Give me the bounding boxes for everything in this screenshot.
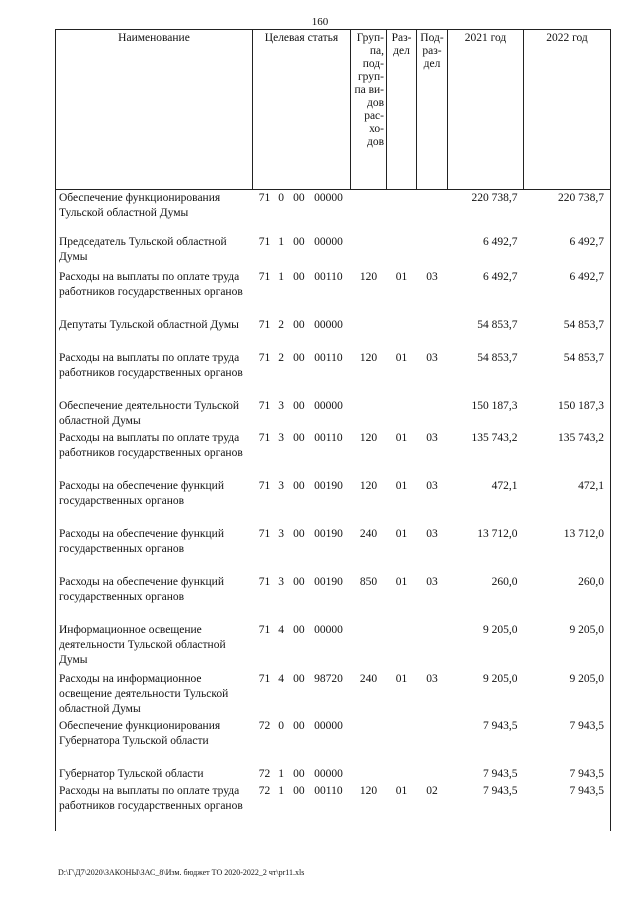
target-code-part: 3	[278, 527, 285, 540]
row-2022: 472,1	[578, 479, 604, 492]
row-2021: 150 187,3	[471, 399, 518, 412]
row-target-code	[253, 718, 351, 766]
target-code-part: 00000	[314, 318, 343, 331]
row-name: Обеспечение функционирования Тульской областной Думы	[59, 192, 221, 219]
target-code-part: 00	[293, 431, 305, 444]
target-code-part: 71	[258, 672, 271, 685]
row-group: 120	[359, 784, 378, 797]
row-target-code	[253, 190, 351, 234]
row-2022: 260,0	[578, 575, 604, 588]
target-code-part: 71	[258, 479, 271, 492]
row-name: Председатель Тульской областной Думы	[59, 235, 227, 263]
table-row	[56, 766, 611, 783]
table-header-row	[56, 30, 611, 190]
table-row	[56, 350, 611, 398]
target-code-part: 00000	[314, 235, 343, 248]
table-row	[56, 574, 611, 622]
row-section: 01	[395, 575, 408, 588]
budget-table	[55, 29, 611, 831]
row-name: Расходы на выплаты по оплате труда работников государственных органов	[59, 431, 243, 459]
row-name: Обеспечение деятельности Тульской областной Думы	[59, 399, 240, 427]
row-section: 01	[395, 270, 408, 283]
row-subsection: 03	[426, 527, 438, 540]
row-subsection: 03	[426, 431, 438, 444]
header-section: Раз- дел	[387, 30, 417, 190]
target-code-part: 71	[258, 431, 271, 444]
row-section	[387, 398, 417, 430]
row-target-code	[253, 671, 351, 718]
row-section	[387, 317, 417, 350]
target-code-part: 00000	[314, 719, 343, 732]
row-name: Расходы на обеспечение функций государственных органов	[59, 575, 224, 603]
table-row	[56, 671, 611, 718]
target-code-part: 00110	[314, 431, 343, 444]
row-group	[351, 398, 387, 430]
row-name: Расходы на обеспечение функций государственных органов	[59, 527, 224, 555]
row-target-code	[253, 478, 351, 526]
target-code-part: 1	[278, 235, 285, 248]
row-name: Расходы на информационное освещение деятельности Тульской областной Думы	[59, 672, 229, 715]
row-target-code	[253, 350, 351, 398]
target-code-part: 00190	[314, 575, 343, 588]
file-path-footer: D:\Г\Д7\2020\ЗАКОНЫ\ЗАС_8\Изм. бюджет ТО 2020-2022_2 чт\pr11.xls	[58, 868, 305, 877]
target-code-part: 00	[293, 192, 305, 204]
row-name: Расходы на выплаты по оплате труда работников государственных органов	[59, 784, 243, 812]
target-code-part: 72	[258, 767, 271, 780]
row-group: 240	[359, 527, 378, 540]
row-group	[351, 718, 387, 766]
row-section	[387, 766, 417, 783]
target-code-part: 00	[293, 270, 305, 283]
row-group	[351, 766, 387, 783]
row-section	[387, 234, 417, 269]
row-subsection: 02	[426, 784, 438, 797]
row-2021: 6 492,7	[483, 270, 518, 283]
target-code-part: 98720	[314, 672, 343, 685]
target-code-part: 71	[258, 399, 271, 412]
row-subsection: 03	[426, 672, 438, 685]
target-code-part: 2	[278, 351, 285, 364]
target-code-part: 71	[258, 235, 271, 248]
row-section: 01	[395, 784, 408, 797]
row-section: 01	[395, 527, 408, 540]
row-section	[387, 718, 417, 766]
row-subsection: 03	[426, 351, 438, 364]
header-group: Груп- па, под- груп- па ви- дов рас- хо- дов	[351, 30, 387, 190]
target-code-part: 00	[293, 318, 305, 331]
target-code-part: 00110	[314, 351, 343, 364]
row-target-code	[253, 783, 351, 831]
target-code-part: 3	[278, 399, 285, 412]
row-2022: 135 743,2	[558, 431, 604, 444]
page-number: 160	[311, 16, 329, 28]
row-name: Губернатор Тульской области	[59, 767, 204, 780]
target-code-part: 00	[293, 672, 305, 685]
row-2022: 13 712,0	[563, 527, 604, 540]
row-name: Расходы на выплаты по оплате труда работников государственных органов	[59, 270, 243, 298]
row-2022: 54 853,7	[563, 351, 604, 364]
row-group	[351, 622, 387, 671]
target-code-part: 71	[258, 623, 271, 636]
row-target-code	[253, 766, 351, 783]
row-subsection: 03	[426, 479, 438, 492]
row-subsection	[417, 398, 448, 430]
header-2022: 2022 год	[524, 30, 611, 190]
target-code-part: 71	[258, 318, 271, 331]
row-group: 120	[359, 351, 378, 364]
row-2022: 9 205,0	[569, 623, 604, 636]
row-target-code	[253, 317, 351, 350]
row-target-code	[253, 269, 351, 317]
row-2021: 220 738,7	[471, 192, 518, 204]
row-2021: 54 853,7	[477, 318, 518, 331]
row-group: 120	[359, 270, 378, 283]
target-code-part: 00	[293, 767, 305, 780]
header-subsection: Под- раз- дел	[417, 30, 448, 190]
row-subsection	[417, 766, 448, 783]
row-group	[351, 234, 387, 269]
row-2021: 7 943,5	[483, 719, 518, 732]
target-code-part: 1	[278, 767, 285, 780]
target-code-part: 00	[293, 479, 305, 492]
table-row	[56, 269, 611, 317]
target-code-part: 00110	[314, 270, 343, 283]
row-target-code	[253, 526, 351, 574]
target-code-part: 00	[293, 235, 305, 248]
target-code-part: 71	[258, 192, 271, 204]
target-code-part: 00000	[314, 399, 343, 412]
row-group: 240	[359, 672, 378, 685]
row-2021: 6 492,7	[483, 235, 518, 248]
row-2021: 9 205,0	[483, 672, 518, 685]
row-2021: 54 853,7	[477, 351, 518, 364]
row-group: 120	[359, 479, 378, 492]
row-2022: 7 943,5	[569, 784, 604, 797]
row-2022: 6 492,7	[569, 270, 604, 283]
row-name: Расходы на обеспечение функций государственных органов	[59, 479, 224, 507]
table-row	[56, 398, 611, 430]
target-code-part: 00	[293, 784, 305, 797]
target-code-part: 0	[278, 719, 285, 732]
row-2021: 9 205,0	[483, 623, 518, 636]
row-2021: 7 943,5	[483, 767, 518, 780]
row-2021: 472,1	[491, 479, 518, 492]
row-subsection: 03	[426, 575, 438, 588]
row-group: 120	[359, 431, 378, 444]
target-code-part: 00110	[314, 784, 343, 797]
target-code-part: 72	[258, 719, 271, 732]
row-2022: 7 943,5	[569, 767, 604, 780]
table-row	[56, 622, 611, 671]
header-name: Наименование	[56, 30, 253, 190]
target-code-part: 00	[293, 719, 305, 732]
table-row	[56, 317, 611, 350]
row-2021: 7 943,5	[483, 784, 518, 797]
table-row	[56, 526, 611, 574]
row-2021: 135 743,2	[471, 431, 518, 444]
target-code-part: 00000	[314, 623, 343, 636]
row-group: 850	[359, 575, 378, 588]
row-2022: 9 205,0	[569, 672, 604, 685]
target-code-part: 00190	[314, 527, 343, 540]
row-subsection	[417, 622, 448, 671]
row-2022: 54 853,7	[563, 318, 604, 331]
table-row	[56, 718, 611, 766]
table-body	[56, 190, 611, 831]
target-code-part: 00	[293, 623, 305, 636]
row-target-code	[253, 398, 351, 430]
row-group	[351, 190, 387, 234]
row-target-code	[253, 430, 351, 478]
row-section: 01	[395, 351, 408, 364]
row-2022: 150 187,3	[558, 399, 604, 412]
target-code-part: 72	[258, 784, 271, 797]
table-row	[56, 783, 611, 831]
target-code-part: 71	[258, 351, 271, 364]
row-target-code	[253, 234, 351, 269]
target-code-part: 71	[258, 527, 271, 540]
row-subsection	[417, 234, 448, 269]
target-code-part: 00	[293, 351, 305, 364]
row-section: 01	[395, 431, 408, 444]
row-2021: 13 712,0	[477, 527, 518, 540]
target-code-part: 3	[278, 431, 285, 444]
target-code-part: 00190	[314, 479, 343, 492]
row-name: Обеспечение функционирования Губернатора Тульской области	[59, 719, 221, 747]
row-2022: 220 738,7	[558, 192, 604, 204]
target-code-part: 00	[293, 527, 305, 540]
table-row	[56, 430, 611, 478]
target-code-part: 4	[278, 672, 285, 685]
table-row	[56, 478, 611, 526]
row-name: Депутаты Тульской областной Думы	[59, 318, 239, 331]
row-section	[387, 190, 417, 234]
target-code-part: 71	[258, 270, 271, 283]
row-name: Информационное освещение деятельности Тульской областной Думы	[59, 623, 226, 666]
row-target-code	[253, 622, 351, 671]
row-2022: 7 943,5	[569, 719, 604, 732]
row-2022: 6 492,7	[569, 235, 604, 248]
header-target: Целевая статья	[253, 30, 351, 190]
target-code-part: 4	[278, 623, 285, 636]
target-code-part: 0	[278, 192, 285, 204]
row-section	[387, 622, 417, 671]
target-code-part: 2	[278, 318, 285, 331]
target-code-part: 00000	[314, 192, 343, 204]
table-row	[56, 190, 611, 234]
row-name: Расходы на выплаты по оплате труда работников государственных органов	[59, 351, 243, 379]
row-target-code	[253, 574, 351, 622]
target-code-part: 3	[278, 479, 285, 492]
target-code-part: 3	[278, 575, 285, 588]
row-section: 01	[395, 672, 408, 685]
table-row	[56, 234, 611, 269]
header-2021: 2021 год	[448, 30, 524, 190]
target-code-part: 00	[293, 575, 305, 588]
target-code-part: 1	[278, 784, 285, 797]
target-code-part: 1	[278, 270, 285, 283]
row-section: 01	[395, 479, 408, 492]
row-subsection: 03	[426, 270, 438, 283]
row-subsection	[417, 190, 448, 234]
row-subsection	[417, 317, 448, 350]
target-code-part: 00000	[314, 767, 343, 780]
target-code-part: 00	[293, 399, 305, 412]
row-2021: 260,0	[491, 575, 518, 588]
target-code-part: 71	[258, 575, 271, 588]
row-subsection	[417, 718, 448, 766]
row-group	[351, 317, 387, 350]
